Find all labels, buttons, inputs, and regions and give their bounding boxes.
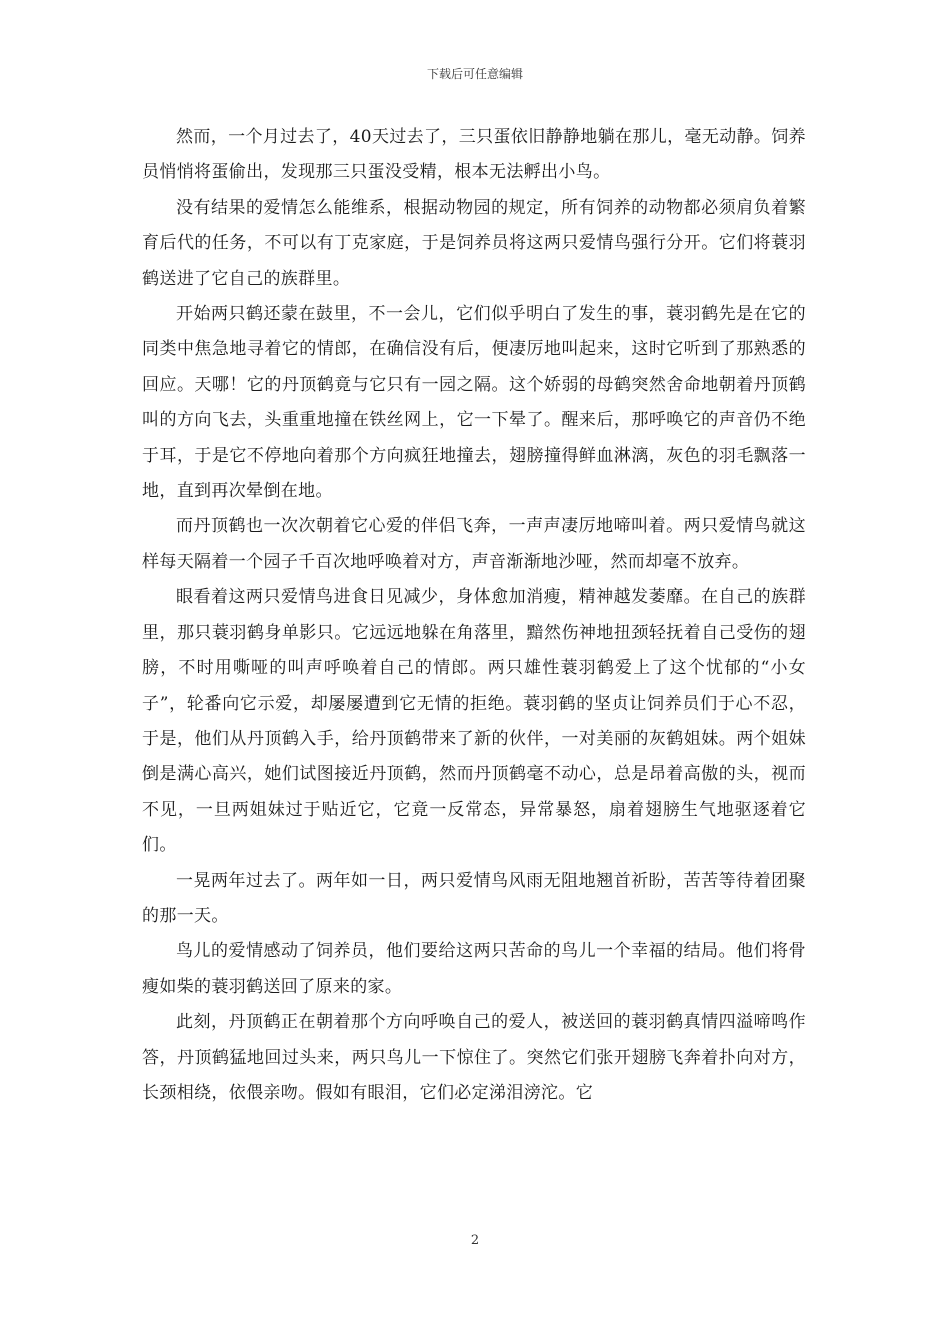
paragraph: 然而，一个月过去了，40天过去了，三只蛋依旧静静地躺在那儿，毫无动静。饲养员悄悄将蛋偷出，发现那三只蛋没受精，根本无法孵出小鸟。 <box>142 127 806 183</box>
paragraph: 没有结果的爱情怎么能维系，根据动物园的规定，所有饲养的动物都必须肩负着繁育后代的任务，不可以有丁克家庭，于是饲养员将这两只爱情鸟强行分开。它们将蓑羽鹤送进了它自己的族群里。 <box>142 197 806 289</box>
document-body <box>142 120 806 1111</box>
page-header: 下载后可任意编辑 <box>426 67 523 81</box>
page-number: 2 <box>470 1233 480 1248</box>
paragraph: 而丹顶鹤也一次次朝着它心爱的伴侣飞奔，一声声凄厉地啼叫着。两只爱情鸟就这样每天隔着一个园子千百次地呼唤着对方，声音渐渐地沙哑，然而却毫不放弃。 <box>142 516 806 572</box>
paragraph: 开始两只鹤还蒙在鼓里，不一会儿，它们似乎明白了发生的事，蓑羽鹤先是在它的同类中焦急地寻着它的情郎，在确信没有后，便凄厉地叫起来，这时它听到了那熟悉的回应。天哪！它的丹顶鹤竟与它只有一园之隔。这个娇弱的母鹤突然舍命地朝着丹顶鹤叫的方向飞去，头重重地撞在铁丝网上，它一下晕了。醒来后，那呼唤它的声音仍不绝于耳，于是它不停地向着那个方向疯狂地撞去，翅膀撞得鲜血淋漓，灰色的羽毛飘落一地，直到再次晕倒在地。 <box>142 304 806 502</box>
paragraph: 鸟儿的爱情感动了饲养员，他们要给这两只苦命的鸟儿一个幸福的结局。他们将骨瘦如柴的蓑羽鹤送回了原来的家。 <box>142 941 806 997</box>
paragraph: 一晃两年过去了。两年如一日，两只爱情鸟风雨无阻地翘首祈盼，苦苦等待着团聚的那一天。 <box>142 870 806 926</box>
paragraph: 此刻，丹顶鹤正在朝着那个方向呼唤自己的爱人，被送回的蓑羽鹤真情四溢啼鸣作答，丹顶鹤猛地回过头来，两只鸟儿一下惊住了。突然它们张开翅膀飞奔着扑向对方，长颈相绕，依偎亲吻。假如有眼泪，它们必定涕泪滂沱。它 <box>142 1012 806 1103</box>
paragraph: 眼看着这两只爱情鸟进食日见减少，身体愈加消瘦，精神越发萎靡。在自己的族群里，那只蓑羽鹤身单影只。它远远地躲在角落里，黯然伤神地扭颈轻抚着自己受伤的翅膀，不时用嘶哑的叫声呼唤着自己的情郎。两只雄性蓑羽鹤爱上了这个忧郁的“小女子”，轮番向它示爱，却屡屡遭到它无情的拒绝。蓑羽鹤的坚贞让饲养员们于心不忍，于是，他们从丹顶鹤入手，给丹顶鹤带来了新的伙伴，一对美丽的灰鹤姐妹。两个姐妹倒是满心高兴，她们试图接近丹顶鹤，然而丹顶鹤毫不动心，总是昂着高傲的头，视而不见，一旦两姐妹过于贴近它，它竟一反常态，异常暴怒，扇着翅膀生气地驱逐着它们。 <box>142 587 806 856</box>
